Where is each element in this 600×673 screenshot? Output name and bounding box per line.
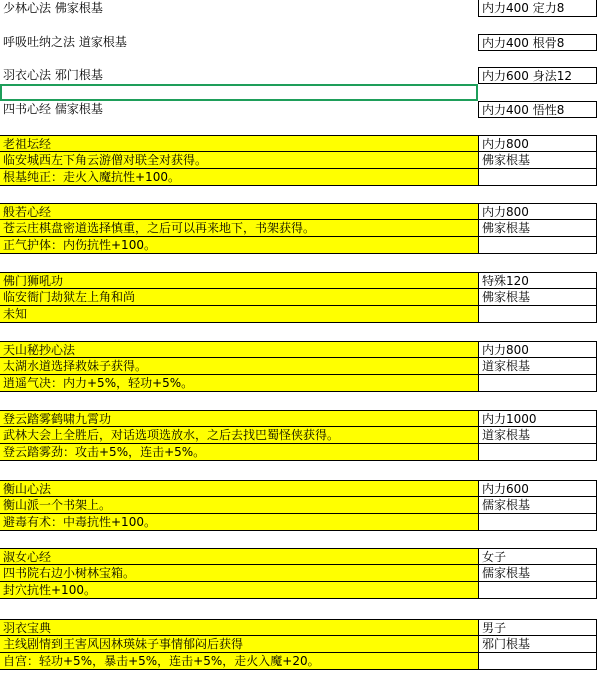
- summary-name[interactable]: 羽衣心法 邪门根基: [3, 68, 103, 82]
- summary-stats[interactable]: 内力400 定力8: [478, 0, 597, 17]
- entry-effect[interactable]: 根基纯正：走火入魔抗性+100。: [0, 169, 478, 186]
- entry-location-row: [0, 565, 600, 582]
- entry-title-row: [0, 341, 600, 358]
- entry-effect[interactable]: 封穴抗性+100。: [0, 582, 478, 599]
- empty-cell[interactable]: [478, 514, 597, 531]
- summary-stats[interactable]: 内力400 悟性8: [478, 101, 597, 118]
- entry-school[interactable]: 邪门根基: [478, 636, 597, 653]
- entry-title-row: [0, 548, 600, 565]
- entry-effect[interactable]: 自宫：轻功+5%，暴击+5%，连击+5%，走火入魔+20。: [0, 653, 478, 670]
- entry-school[interactable]: 道家根基: [478, 427, 597, 444]
- entry-location[interactable]: 武林大会上全胜后，对话选项选放水，之后去找巴蜀怪侠获得。: [0, 427, 478, 444]
- entry-stat[interactable]: 特殊120: [478, 272, 597, 289]
- entry-location-row: [0, 358, 600, 375]
- entry-effect-row: [0, 653, 600, 670]
- empty-cell[interactable]: [478, 375, 597, 392]
- entry-stat[interactable]: 女子: [478, 548, 597, 565]
- entry-stat[interactable]: 内力800: [478, 341, 597, 358]
- empty-cell[interactable]: [478, 306, 597, 323]
- entry-location[interactable]: 临安城西左下角云游僧对联全对获得。: [0, 152, 478, 169]
- empty-cell[interactable]: [478, 444, 597, 461]
- entry-school[interactable]: 佛家根基: [478, 220, 597, 237]
- empty-cell[interactable]: [478, 653, 597, 670]
- empty-cell[interactable]: [478, 169, 597, 186]
- entry-effect-row: [0, 444, 600, 461]
- entry-title[interactable]: 登云踏雾鹤啸九霄功: [0, 410, 478, 427]
- entry-location-row: [0, 497, 600, 514]
- entry-effect-row: [0, 514, 600, 531]
- summary-stats[interactable]: 内力400 根骨8: [478, 34, 597, 51]
- summary-name[interactable]: 四书心经 儒家根基: [3, 102, 103, 116]
- entry-effect-row: [0, 237, 600, 254]
- summary-name[interactable]: 少林心法 佛家根基: [3, 1, 103, 15]
- entry-title-row: [0, 410, 600, 427]
- empty-cell[interactable]: [478, 582, 597, 599]
- summary-stats[interactable]: 内力600 身法12: [478, 67, 597, 84]
- entry-effect-row: [0, 375, 600, 392]
- entry-location[interactable]: 苍云庄棋盘密道选择慎重，之后可以再来地下，书架获得。: [0, 220, 478, 237]
- entry-location-row: [0, 636, 600, 653]
- entry-effect-row: [0, 306, 600, 323]
- summary-row: [0, 34, 600, 51]
- entry-title[interactable]: 天山秘抄心法: [0, 341, 478, 358]
- entry-title[interactable]: 羽衣宝典: [0, 619, 478, 636]
- summary-row: [0, 67, 600, 84]
- entry-title[interactable]: 老祖坛经: [0, 135, 478, 152]
- entry-title-row: [0, 203, 600, 220]
- entry-school[interactable]: 佛家根基: [478, 289, 597, 306]
- summary-row: [0, 101, 600, 118]
- entry-location[interactable]: 临安衙门劫狱左上角和尚: [0, 289, 478, 306]
- entry-location[interactable]: 太湖水道选择救妹子获得。: [0, 358, 478, 375]
- entry-title-row: [0, 480, 600, 497]
- entry-school[interactable]: 佛家根基: [478, 152, 597, 169]
- entry-school[interactable]: 儒家根基: [478, 565, 597, 582]
- entry-stat[interactable]: 内力1000: [478, 410, 597, 427]
- entry-location-row: [0, 289, 600, 306]
- entry-school[interactable]: 道家根基: [478, 358, 597, 375]
- entry-title[interactable]: 般若心经: [0, 203, 478, 220]
- entry-stat[interactable]: 内力800: [478, 135, 597, 152]
- entry-title-row: [0, 619, 600, 636]
- entry-location[interactable]: 主线剧情到王害风因林瑛妹子事情郁闷后获得: [0, 636, 478, 653]
- entry-effect[interactable]: 避毒有术：中毒抗性+100。: [0, 514, 478, 531]
- entry-location-row: [0, 152, 600, 169]
- entry-location-row: [0, 220, 600, 237]
- entry-effect-row: [0, 582, 600, 599]
- entry-title-row: [0, 272, 600, 289]
- summary-row: [0, 0, 600, 17]
- entry-effect[interactable]: 未知: [0, 306, 478, 323]
- entry-title-row: [0, 135, 600, 152]
- entry-school[interactable]: 儒家根基: [478, 497, 597, 514]
- entry-title[interactable]: 淑女心经: [0, 548, 478, 565]
- entry-title[interactable]: 佛门狮吼功: [0, 272, 478, 289]
- entry-title[interactable]: 衡山心法: [0, 480, 478, 497]
- entry-effect-row: [0, 169, 600, 186]
- entry-stat[interactable]: 内力600: [478, 480, 597, 497]
- entry-effect[interactable]: 登云踏雾劲：攻击+5%，连击+5%。: [0, 444, 478, 461]
- entry-stat[interactable]: 内力800: [478, 203, 597, 220]
- entry-location[interactable]: 四书院右边小树林宝箱。: [0, 565, 478, 582]
- selected-cell[interactable]: [0, 84, 478, 101]
- entry-location[interactable]: 衡山派一个书架上。: [0, 497, 478, 514]
- entry-stat[interactable]: 男子: [478, 619, 597, 636]
- entry-effect[interactable]: 逍遥气决：内力+5%，轻功+5%。: [0, 375, 478, 392]
- empty-cell[interactable]: [478, 237, 597, 254]
- entry-location-row: [0, 427, 600, 444]
- entry-effect[interactable]: 正气护体：内伤抗性+100。: [0, 237, 478, 254]
- summary-name[interactable]: 呼吸吐纳之法 道家根基: [3, 35, 127, 49]
